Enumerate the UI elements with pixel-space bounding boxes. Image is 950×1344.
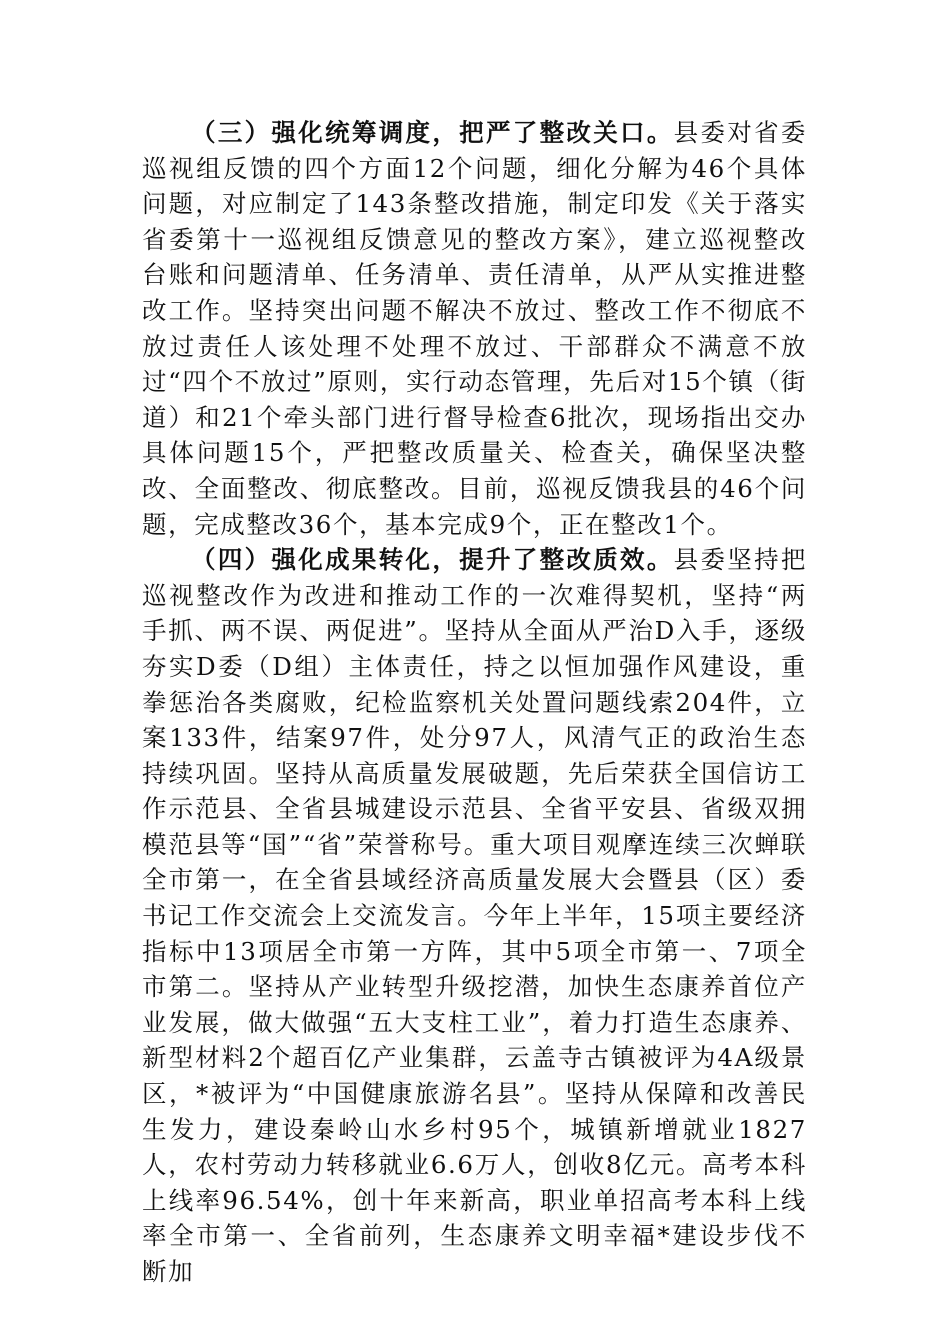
document-body — [142, 115, 807, 1290]
paragraph-section-4 — [142, 542, 807, 1289]
section-heading: （三）强化统筹调度，把严了整改关口。 — [191, 118, 674, 147]
paragraph-text: 县委对省委巡视组反馈的四个方面12个问题，细化分解为46个具体问题，对应制定了143条整改措施，制定印发《关于落实省委第十一巡视组反馈意见的整改方案》，建立巡视整改台账和问题清单、任务清单、责任清单，从严从实推进整改工作。坚持突出问题不解决不放过、整改工作不彻底不放过责任人该处理不处理不放过、干部群众不满意不放过“四个不放过”原则，实行动态管理，先后对15个镇（街道）和21个牵头部门进行督导检查6批次，现场指出交办具体问题15个，严把整改质量关、检查关，确保坚决整改、全面整改、彻底整改。目前，巡视反馈我县的46个问题，完成整改36个，基本完成9个，正在整改1个。 — [142, 118, 807, 539]
section-heading: （四）强化成果转化，提升了整改质效。 — [191, 545, 674, 575]
paragraph-section-3 — [142, 115, 807, 542]
paragraph-text: 县委坚持把巡视整改作为改进和推动工作的一次难得契机，坚持“两手抓、两不误、两促进”。坚持从全面从严治D入手，逐级夯实D委（D组）主体责任，持之以恒加强作风建设，重拳惩治各类腐败，纪检监察机关处置问题线索204件，立案133件，结案97件，处分97人，风清气正的政治生态持续巩固。坚持从高质量发展破题，先后荣获全国信访工作示范县、全省县城建设示范县、全省平安县、省级双拥模范县等“国”“省”荣誉称号。重大项目观摩连续三次蝉联全市第一，在全省县域经济高质量发展大会暨县（区）委书记工作交流会上交流发言。今年上半年，15项主要经济指标中13项居全市第一方阵，其中5项全市第一、7项全市第二。坚持从产业转型升级挖潜，加快生态康养首位产业发展，做大做强“五大支柱工业”，着力打造生态康养、新型材料2个超百亿产业集群，云盖寺古镇被评为4A级景区，*被评为“中国健康旅游名县”。坚持从保障和改善民生发力，建设秦岭山水乡村95个，城镇新增就业1827人，农村劳动力转移就业6.6万人，创收8亿元。高考本科上线率96.54%，创十年来新高，职业单招高考本科上线率全市第一、全省前列，生态康养文明幸福*建设步伐不断加 — [142, 545, 807, 1286]
